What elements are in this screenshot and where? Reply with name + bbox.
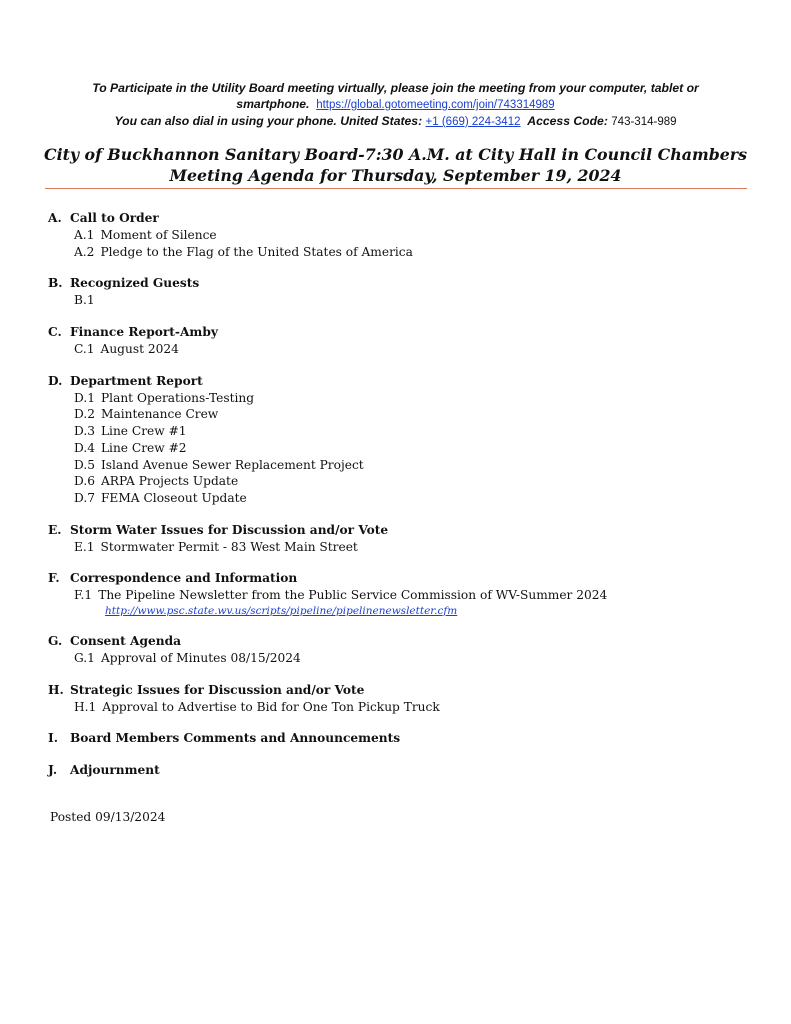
notice-line-1-text: To Participate in the Utility Board meeting virtually, please join the meeting from your computer, tablet or [92, 81, 699, 95]
agenda-item-text: Approval to Advertise to Bid for One Ton Pickup Truck [102, 699, 440, 714]
agenda-title [40, 144, 751, 186]
section-heading [48, 730, 748, 747]
agenda-item [48, 587, 748, 604]
section-heading-text: Storm Water Issues for Discussion and/or Vote [70, 522, 389, 537]
section-heading-text: Recognized Guests [70, 276, 200, 291]
section-letter: D. [48, 373, 63, 388]
section-heading [48, 275, 748, 292]
agenda-item [48, 440, 748, 457]
agenda-section [48, 373, 748, 507]
posted-date: Posted 09/13/2024 [50, 810, 166, 824]
agenda-item-text: Plant Operations-Testing [100, 390, 255, 405]
agenda-item-text: Line Crew #2 [100, 440, 187, 455]
agenda-item-code: D.1 [74, 390, 95, 405]
section-letter: F. [48, 571, 60, 586]
agenda-section [48, 762, 748, 779]
agenda-section [48, 730, 748, 747]
agenda-item-code: E.1 [74, 539, 95, 554]
notice-line-2 [40, 96, 751, 113]
section-heading [48, 522, 748, 539]
agenda-section [48, 682, 748, 716]
section-heading-text: Board Members Comments and Announcements [70, 731, 401, 746]
agenda-item-code: C.1 [74, 342, 95, 357]
agenda-item-code: A.2 [74, 244, 95, 259]
section-heading [48, 682, 748, 699]
newsletter-link-row [48, 604, 748, 618]
section-letter: I. [48, 731, 58, 746]
agenda-title-line-1: City of Buckhannon Sanitary Board-7:30 A.M. at City Hall in Council Chambers [44, 145, 747, 164]
agenda-item [48, 699, 748, 716]
section-heading [48, 633, 748, 650]
agenda-item-code: D.7 [74, 490, 95, 505]
agenda-item-code: A.1 [74, 228, 95, 242]
agenda-item-text: The Pipeline Newsletter from the Public Service Commission of WV-Summer 2024 [98, 588, 608, 603]
notice-line-2-text: smartphone. [236, 97, 310, 111]
section-heading-text: Correspondence and Information [70, 571, 298, 586]
agenda-section [48, 210, 748, 260]
agenda-item-text: Moment of Silence [100, 228, 217, 242]
agenda-item [48, 473, 748, 490]
access-code-value: 743-314-989 [611, 116, 677, 128]
agenda-title-line-2: Meeting Agenda for Thursday, September 19, 2024 [169, 166, 622, 185]
agenda-section [48, 522, 748, 556]
agenda-item-code: D.2 [74, 407, 95, 422]
notice-line-3 [40, 113, 751, 130]
agenda-item [48, 244, 748, 261]
section-letter: G. [48, 633, 63, 648]
agenda-item-text: ARPA Projects Update [100, 474, 239, 489]
section-letter: H. [48, 682, 64, 697]
dial-in-phone-link[interactable]: +1 (669) 224-3412 [425, 116, 521, 128]
agenda-item-code: D.6 [74, 474, 95, 489]
section-letter: J. [48, 763, 58, 778]
agenda-section [48, 275, 748, 309]
section-heading [48, 762, 748, 779]
agenda-item-text: Approval of Minutes 08/15/2024 [100, 650, 301, 665]
agenda-list [48, 210, 748, 794]
virtual-meeting-notice [40, 80, 751, 130]
agenda-item-text: Island Avenue Sewer Replacement Project [100, 457, 364, 472]
title-divider [45, 188, 747, 189]
agenda-item [48, 292, 748, 309]
section-heading [48, 324, 748, 341]
agenda-item-code: F.1 [74, 588, 93, 603]
agenda-item [48, 423, 748, 440]
section-letter: E. [48, 522, 62, 537]
agenda-item-text: Line Crew #1 [100, 424, 187, 439]
newsletter-link[interactable]: http://www.psc.state.wv.us/scripts/pipeline/pipelinenewsletter.cfm [105, 604, 458, 617]
agenda-section [48, 324, 748, 358]
agenda-item-text: FEMA Closeout Update [100, 490, 247, 505]
notice-line-1 [40, 80, 751, 96]
agenda-item [48, 390, 748, 407]
section-letter: B. [48, 276, 63, 291]
section-letter: C. [48, 325, 62, 340]
section-heading-text: Adjournment [70, 763, 160, 778]
section-heading-text: Finance Report-Amby [70, 325, 218, 340]
agenda-item-code: B.1 [74, 293, 95, 308]
agenda-item [48, 406, 748, 423]
agenda-item [48, 539, 748, 556]
section-letter: A. [48, 211, 62, 225]
agenda-section [48, 633, 748, 667]
agenda-item-code: D.5 [74, 457, 95, 472]
agenda-item-text: Pledge to the Flag of the United States of America [100, 244, 413, 259]
agenda-item [48, 457, 748, 474]
section-heading [48, 210, 748, 227]
agenda-item-text: Maintenance Crew [100, 407, 219, 422]
section-heading-text: Consent Agenda [70, 633, 182, 648]
agenda-item [48, 341, 748, 358]
section-heading-text: Department Report [70, 373, 203, 388]
agenda-item-code: D.3 [74, 424, 95, 439]
agenda-section [48, 570, 748, 618]
dial-in-text: You can also dial in using your phone. United States: [114, 114, 423, 128]
agenda-item [48, 650, 748, 667]
agenda-item-text: August 2024 [100, 342, 179, 357]
agenda-item-code: H.1 [74, 699, 97, 714]
agenda-item [48, 227, 748, 244]
agenda-item-code: D.4 [74, 440, 95, 455]
agenda-item-text: Stormwater Permit - 83 West Main Street [100, 539, 358, 554]
agenda-item [48, 490, 748, 507]
section-heading [48, 570, 748, 587]
section-heading-text: Call to Order [70, 211, 159, 225]
access-code-label: Access Code: [527, 114, 608, 128]
agenda-item-code: G.1 [74, 650, 95, 665]
section-heading [48, 373, 748, 390]
section-heading-text: Strategic Issues for Discussion and/or Vote [70, 682, 365, 697]
meeting-link[interactable]: https://global.gotomeeting.com/join/743314989 [316, 99, 555, 111]
